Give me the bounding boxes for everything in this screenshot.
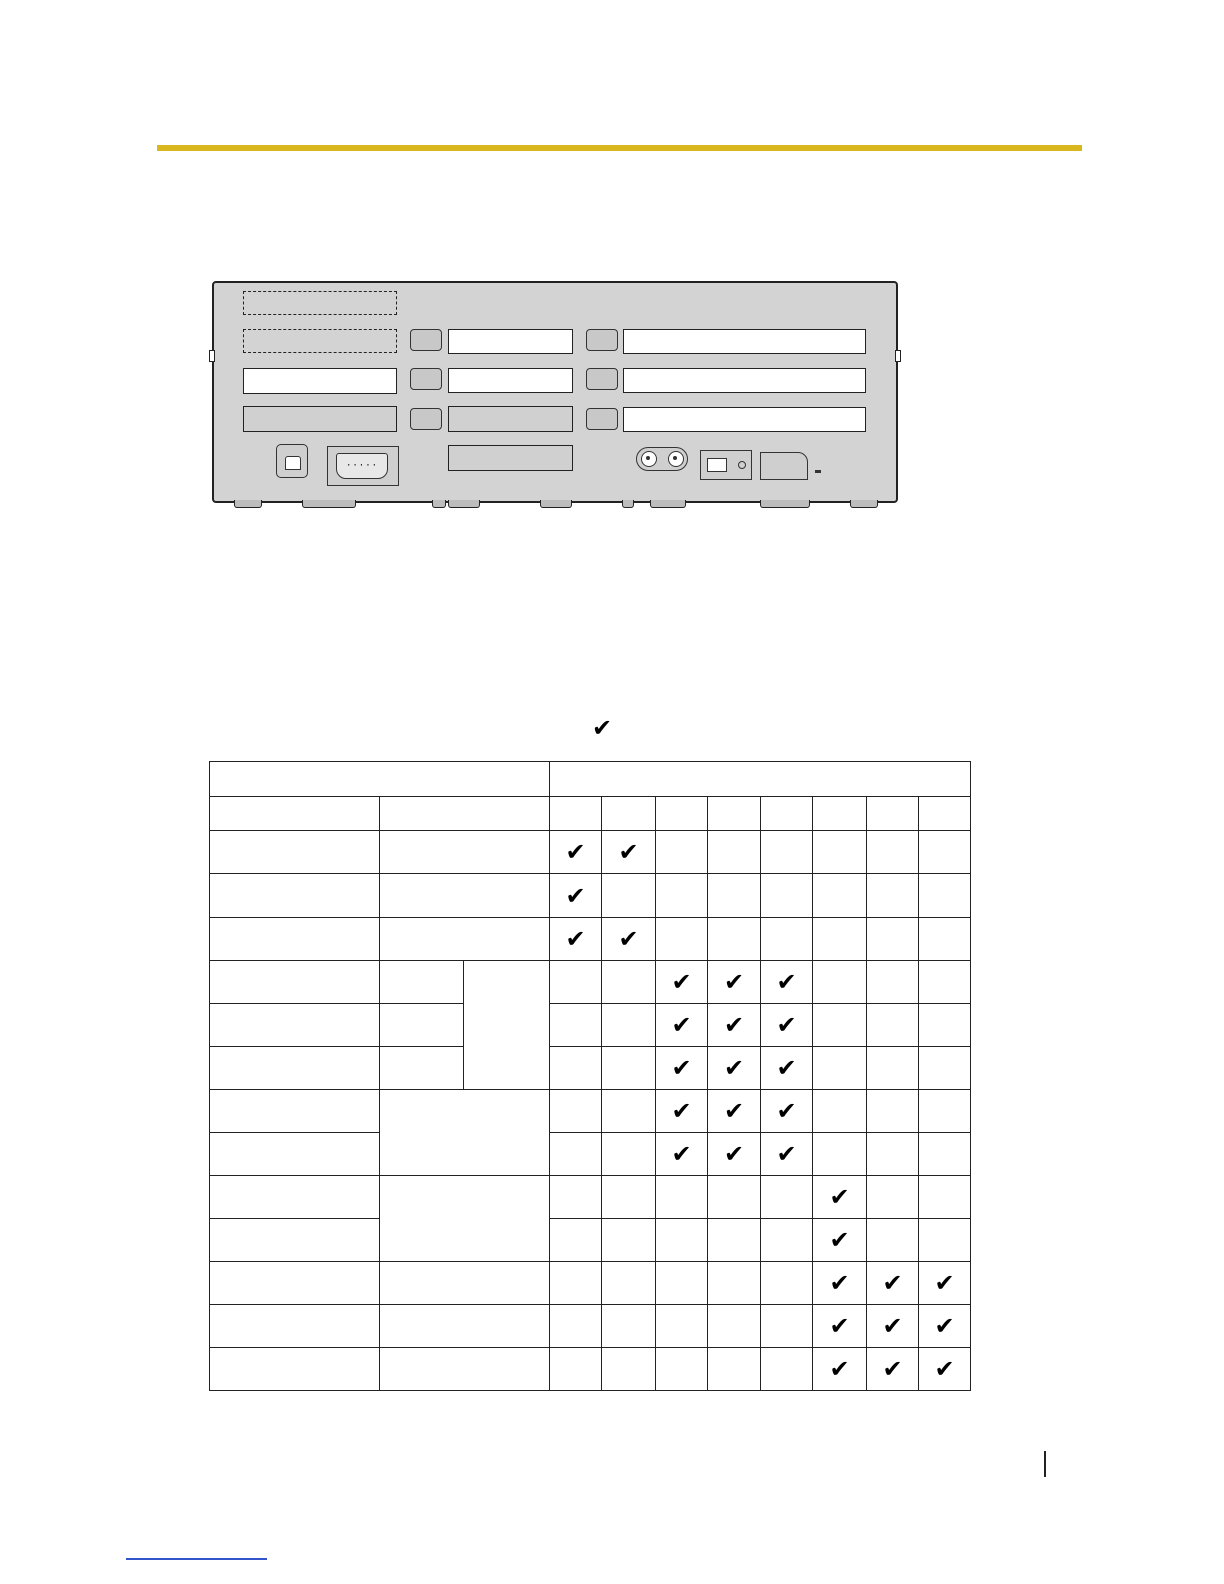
check-cell: ✔ <box>761 1090 813 1133</box>
check-cell: ✔ <box>708 1004 761 1047</box>
label-cell <box>210 1090 380 1133</box>
panel-foot <box>622 500 634 508</box>
panel-foot <box>540 500 572 508</box>
table-row <box>210 1348 971 1391</box>
table-row <box>210 831 971 874</box>
label-cell <box>380 918 550 961</box>
check-cell: ✔ <box>867 1262 919 1305</box>
check-cell <box>813 1047 867 1090</box>
legend-check-symbol: ✔ <box>592 714 613 742</box>
check-cell <box>919 1133 971 1176</box>
check-cell <box>761 831 813 874</box>
check-cell: ✔ <box>813 1219 867 1262</box>
header-cell <box>210 762 550 797</box>
table-row <box>210 1305 971 1348</box>
check-cell: ✔ <box>761 1133 813 1176</box>
check-cell <box>656 1305 708 1348</box>
header-cell <box>813 797 867 831</box>
check-cell: ✔ <box>656 1090 708 1133</box>
check-cell: ✔ <box>919 1305 971 1348</box>
check-cell: ✔ <box>708 1047 761 1090</box>
check-cell <box>813 918 867 961</box>
check-cell: ✔ <box>656 1047 708 1090</box>
check-cell <box>813 831 867 874</box>
check-cell: ✔ <box>761 961 813 1004</box>
port-block <box>410 329 442 351</box>
footer-link-underline[interactable] <box>126 1558 267 1560</box>
header-cell <box>867 797 919 831</box>
table-row <box>210 1004 971 1047</box>
check-cell <box>602 1090 656 1133</box>
check-cell <box>919 1176 971 1219</box>
check-cell <box>919 918 971 961</box>
table-row <box>210 1133 971 1176</box>
check-cell <box>919 831 971 874</box>
check-cell <box>550 1305 602 1348</box>
check-cell <box>919 1047 971 1090</box>
check-cell: ✔ <box>602 918 656 961</box>
check-cell <box>761 1262 813 1305</box>
check-cell <box>602 1305 656 1348</box>
check-cell: ✔ <box>813 1348 867 1391</box>
check-cell: ✔ <box>656 1133 708 1176</box>
check-cell <box>550 1176 602 1219</box>
check-cell <box>708 831 761 874</box>
table-row <box>210 1219 971 1262</box>
check-cell <box>602 1133 656 1176</box>
check-cell <box>550 1133 602 1176</box>
check-cell <box>550 1047 602 1090</box>
label-cell <box>210 918 380 961</box>
audio-jacks <box>636 447 688 471</box>
power-switch <box>700 450 752 480</box>
check-cell <box>813 1090 867 1133</box>
check-cell <box>813 1004 867 1047</box>
card-slot-left-1 <box>243 368 397 394</box>
label-cell <box>380 1305 550 1348</box>
check-cell <box>761 1219 813 1262</box>
check-cell: ✔ <box>867 1305 919 1348</box>
check-cell <box>919 1090 971 1133</box>
table-row <box>210 1262 971 1305</box>
table-row <box>210 1176 971 1219</box>
check-cell <box>550 961 602 1004</box>
card-slot-middle-4 <box>448 445 573 471</box>
card-slot-left-2 <box>243 406 397 432</box>
check-cell: ✔ <box>761 1047 813 1090</box>
table-header-row <box>210 762 971 797</box>
check-cell <box>656 831 708 874</box>
label-cell <box>210 1176 380 1219</box>
check-cell <box>602 874 656 918</box>
label-cell <box>210 1305 380 1348</box>
label-cell <box>380 1176 550 1262</box>
table-subheader-row <box>210 797 971 831</box>
label-cell <box>380 1262 550 1305</box>
indicator-mark <box>815 470 821 473</box>
check-cell: ✔ <box>813 1262 867 1305</box>
label-cell <box>210 1133 380 1176</box>
card-slot-middle-2 <box>448 368 573 393</box>
label-cell <box>380 1090 550 1176</box>
port-block <box>586 408 618 430</box>
check-cell: ✔ <box>708 961 761 1004</box>
card-slot-right-1 <box>623 329 866 354</box>
port-block <box>586 368 618 390</box>
check-cell <box>708 918 761 961</box>
panel-notch <box>209 350 215 362</box>
check-cell <box>813 1133 867 1176</box>
usb-port <box>276 444 308 478</box>
panel-foot <box>650 500 686 508</box>
check-cell <box>602 1219 656 1262</box>
panel-foot <box>234 500 262 508</box>
header-cell <box>550 797 602 831</box>
check-cell: ✔ <box>867 1348 919 1391</box>
panel-foot <box>302 500 356 508</box>
check-cell <box>602 961 656 1004</box>
table-row <box>210 1047 971 1090</box>
check-cell <box>602 1348 656 1391</box>
check-cell <box>813 874 867 918</box>
check-cell <box>550 1348 602 1391</box>
check-cell <box>550 1219 602 1262</box>
check-cell <box>550 1262 602 1305</box>
panel-foot <box>760 500 810 508</box>
optional-slot-1 <box>243 291 397 315</box>
check-cell <box>867 1047 919 1090</box>
card-slot-middle-3 <box>448 406 573 432</box>
check-cell <box>867 1090 919 1133</box>
check-cell: ✔ <box>656 961 708 1004</box>
check-cell <box>708 1348 761 1391</box>
check-cell <box>708 1262 761 1305</box>
check-cell <box>867 961 919 1004</box>
header-cell <box>550 762 971 797</box>
label-cell <box>210 831 380 874</box>
header-cell <box>656 797 708 831</box>
check-cell: ✔ <box>656 1004 708 1047</box>
label-cell <box>210 874 380 918</box>
check-cell <box>656 1176 708 1219</box>
label-cell <box>210 1004 380 1047</box>
check-cell <box>867 1176 919 1219</box>
check-cell <box>550 1004 602 1047</box>
check-cell <box>656 1219 708 1262</box>
label-cell <box>210 1047 380 1090</box>
check-cell <box>867 831 919 874</box>
header-cell <box>919 797 971 831</box>
check-cell <box>867 1004 919 1047</box>
panel-foot <box>432 500 446 508</box>
label-cell <box>210 1262 380 1305</box>
panel-notch <box>895 350 901 362</box>
port-block <box>410 408 442 430</box>
label-cell <box>380 1047 464 1090</box>
table-row <box>210 874 971 918</box>
header-cell <box>210 797 380 831</box>
check-cell: ✔ <box>919 1348 971 1391</box>
check-cell <box>656 1262 708 1305</box>
check-cell <box>708 1176 761 1219</box>
check-cell: ✔ <box>761 1004 813 1047</box>
check-cell: ✔ <box>550 918 602 961</box>
table-row <box>210 918 971 961</box>
label-cell <box>380 961 464 1004</box>
compatibility-table <box>209 761 971 1391</box>
label-cell <box>464 961 550 1090</box>
label-cell <box>380 1004 464 1047</box>
check-cell: ✔ <box>708 1090 761 1133</box>
port-block <box>586 329 618 351</box>
check-cell: ✔ <box>813 1176 867 1219</box>
check-cell <box>656 918 708 961</box>
check-cell <box>708 1219 761 1262</box>
check-cell <box>761 874 813 918</box>
label-cell <box>210 961 380 1004</box>
ground-terminal <box>760 452 808 480</box>
card-slot-right-2 <box>623 368 866 393</box>
check-cell <box>708 1305 761 1348</box>
check-cell <box>919 874 971 918</box>
check-cell: ✔ <box>919 1262 971 1305</box>
page-number-divider <box>1044 1451 1046 1477</box>
check-cell <box>813 961 867 1004</box>
check-cell: ✔ <box>708 1133 761 1176</box>
check-cell <box>761 1176 813 1219</box>
table-row <box>210 961 971 1004</box>
check-cell <box>867 874 919 918</box>
check-cell <box>550 1090 602 1133</box>
check-cell: ✔ <box>550 874 602 918</box>
check-cell <box>867 1219 919 1262</box>
check-cell <box>602 1262 656 1305</box>
card-slot-right-3 <box>623 407 866 432</box>
check-cell <box>656 1348 708 1391</box>
check-cell <box>602 1047 656 1090</box>
check-cell: ✔ <box>602 831 656 874</box>
optional-slot-2 <box>243 329 397 353</box>
check-cell <box>919 1004 971 1047</box>
header-cell <box>380 797 550 831</box>
label-cell <box>380 1348 550 1391</box>
check-cell: ✔ <box>550 831 602 874</box>
check-cell <box>761 1305 813 1348</box>
check-cell <box>761 1348 813 1391</box>
label-cell <box>380 874 550 918</box>
label-cell <box>210 1348 380 1391</box>
label-cell <box>210 1219 380 1262</box>
header-cell <box>708 797 761 831</box>
check-cell <box>919 961 971 1004</box>
card-slot-middle-1 <box>448 329 573 354</box>
panel-foot <box>850 500 878 508</box>
check-cell <box>867 918 919 961</box>
check-cell <box>761 918 813 961</box>
check-cell <box>602 1176 656 1219</box>
check-cell <box>656 874 708 918</box>
check-cell: ✔ <box>813 1305 867 1348</box>
check-cell <box>919 1219 971 1262</box>
check-cell <box>708 874 761 918</box>
panel-foot <box>448 500 480 508</box>
header-cell <box>602 797 656 831</box>
header-accent-rule <box>157 145 1082 151</box>
label-cell <box>380 831 550 874</box>
table-row <box>210 1090 971 1133</box>
header-cell <box>761 797 813 831</box>
port-block <box>410 368 442 390</box>
check-cell <box>867 1133 919 1176</box>
check-cell <box>602 1004 656 1047</box>
serial-port: ····· <box>327 446 399 486</box>
